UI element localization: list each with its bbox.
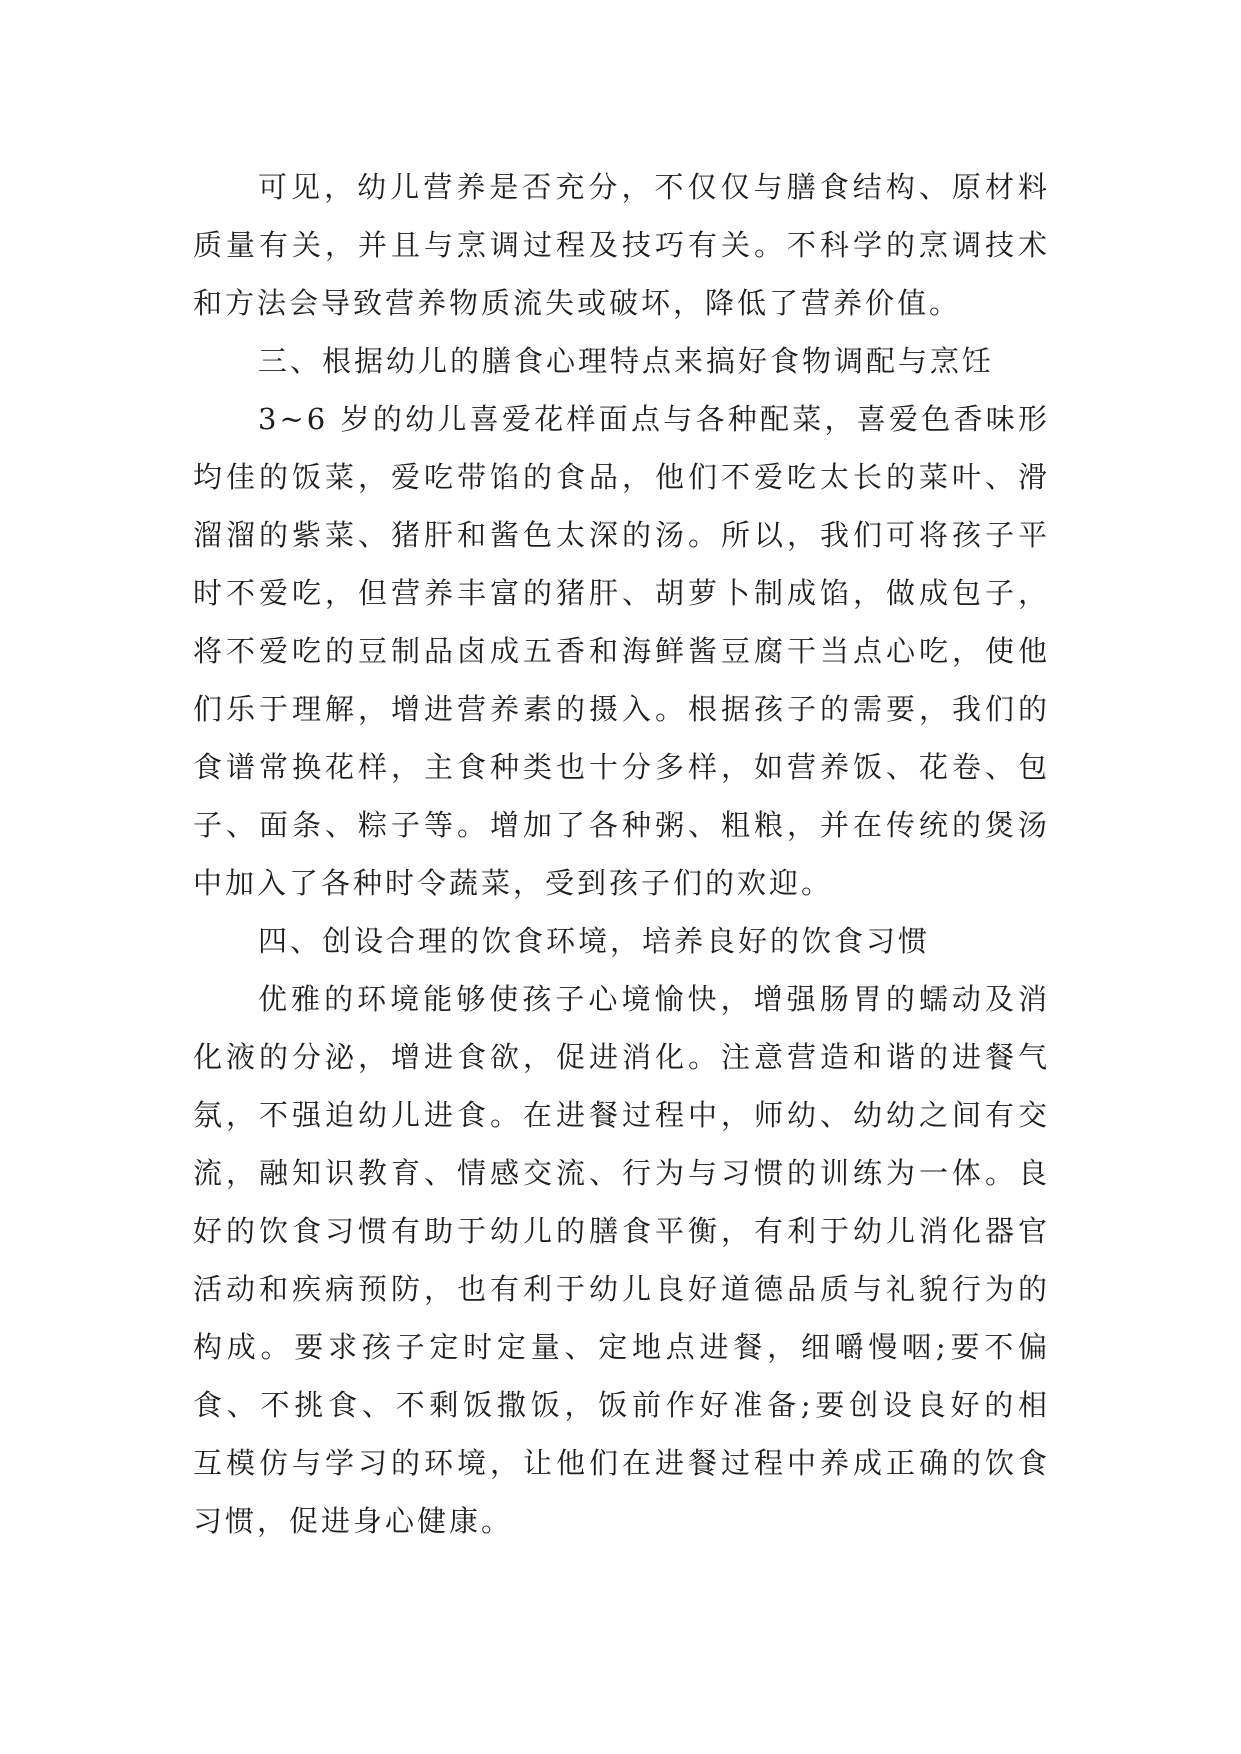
paragraph-line: 食、不挑食、不剩饭撒饭，饭前作好准备;要创设良好的相 (193, 1388, 1050, 1422)
paragraph-line: 可见，幼儿营养是否充分，不仅仅与膳食结构、原材料 (258, 170, 1050, 204)
section-heading: 四、创设合理的饮食环境，培养良好的饮食习惯 (258, 924, 931, 958)
section-heading: 三、根据幼儿的膳食心理特点来搞好食物调配与烹饪 (258, 344, 995, 378)
paragraph-line: 将不爱吃的豆制品卤成五香和海鲜酱豆腐干当点心吃，使他 (193, 634, 1050, 668)
paragraph-line: 活动和疾病预防，也有利于幼儿良好道德品质与礼貌行为的 (193, 1272, 1050, 1306)
paragraph-line: 均佳的饭菜，爱吃带馅的食品，他们不爱吃太长的菜叶、滑 (193, 460, 1050, 494)
paragraph-line: 好的饮食习惯有助于幼儿的膳食平衡，有利于幼儿消化器官 (193, 1214, 1050, 1248)
paragraph-line: 互模仿与学习的环境，让他们在进餐过程中养成正确的饮食 (193, 1446, 1050, 1480)
paragraph-line: 流，融知识教育、情感交流、行为与习惯的训练为一体。良 (193, 1156, 1050, 1190)
paragraph-line: 子、面条、粽子等。增加了各种粥、粗粮，并在传统的煲汤 (193, 808, 1050, 842)
paragraph-line: 们乐于理解，增进营养素的摄入。根据孩子的需要，我们的 (193, 692, 1050, 726)
paragraph-line: 中加入了各种时令蔬菜，受到孩子们的欢迎。 (193, 866, 834, 900)
paragraph-line: 氛，不强迫幼儿进食。在进餐过程中，师幼、幼幼之间有交 (193, 1098, 1050, 1132)
paragraph-line: 质量有关，并且与烹调过程及技巧有关。不科学的烹调技术 (193, 228, 1050, 262)
body-text (193, 158, 1050, 1550)
paragraph-line: 优雅的环境能够使孩子心境愉快，增强肠胃的蠕动及消 (258, 982, 1050, 1016)
paragraph-line: 和方法会导致营养物质流失或破坏，降低了营养价值。 (193, 286, 962, 320)
paragraph-line: 构成。要求孩子定时定量、定地点进餐，细嚼慢咽;要不偏 (193, 1330, 1050, 1364)
paragraph-line: 溜溜的紫菜、猪肝和酱色太深的汤。所以，我们可将孩子平 (193, 518, 1050, 552)
paragraph-line: 化液的分泌，增进食欲，促进消化。注意营造和谐的进餐气 (193, 1040, 1050, 1074)
paragraph-line: 3~6 岁的幼儿喜爱花样面点与各种配菜，喜爱色香味形 (258, 402, 1050, 436)
paragraph-line: 习惯，促进身心健康。 (193, 1504, 514, 1538)
paragraph-line: 食谱常换花样，主食种类也十分多样，如营养饭、花卷、包 (193, 750, 1050, 784)
paragraph-line: 时不爱吃，但营养丰富的猪肝、胡萝卜制成馅，做成包子， (193, 576, 1050, 610)
